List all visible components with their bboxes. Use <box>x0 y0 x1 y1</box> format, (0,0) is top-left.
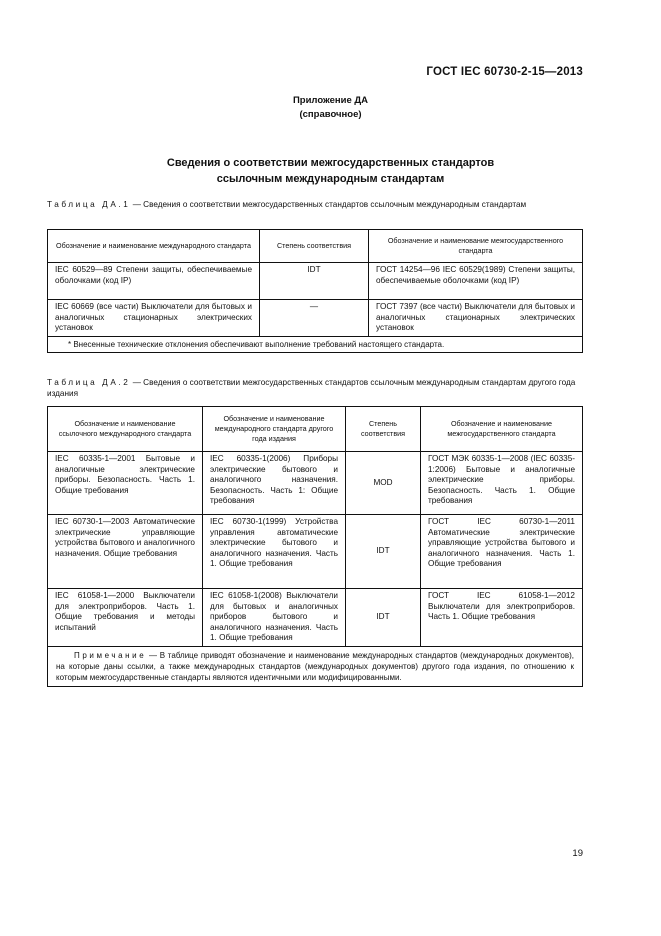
table-cell: MOD <box>346 452 421 515</box>
table-cell: ГОСТ IEC 61058-1—2012 Выключатели для электроприборов. Часть 1. Общие требования <box>421 589 583 647</box>
table1-header-cell: Степень соответствия <box>260 230 369 263</box>
table-cell: IEC 60730-1(1999) Устройства управления автоматические электрические бытового и аналогичного назначения. Часть 1. Общие требования <box>203 515 346 589</box>
table1 <box>47 229 583 353</box>
main-title-line2: ссылочным международным стандартам <box>216 173 445 185</box>
table2-caption-text: — Сведения о соответствии межгосударственных стандартов ссылочным международным стандартам другого года издания <box>47 378 576 398</box>
table2-note-text: — В таблице приводят обозначение и наименование международных стандартов (международных документов), на которые даны ссылки, а также международных стандартов (международных документов) другого года издания, по отношению к которым межгосударственные стандарты являются идентичными или модифицированными. <box>56 650 574 682</box>
table-cell: IEC 60335-1(2006) Приборы электрические бытового и аналогичного назначения. Безопасность. Часть 1: Общие требования <box>203 452 346 515</box>
table-cell: IEC 61058-1(2008) Выключатели для бытовых и аналогичных приборов бытового и аналогичного назначения. Часть 1. Общие требования <box>203 589 346 647</box>
table-cell: IEC 61058-1—2000 Выключатели для электроприборов. Часть 1. Общие требования и методы испытаний <box>48 589 203 647</box>
table-cell: ГОСТ 14254—96 IEC 60529(1989) Степени защиты, обеспечиваемые оболочками (код IP) <box>369 263 583 300</box>
table2-header-cell: Обозначение и наименование международного стандарта другого года издания <box>203 407 346 452</box>
table-cell: IDT <box>346 515 421 589</box>
table-row <box>48 515 583 589</box>
table-cell: IEC 60335-1—2001 Бытовые и аналогичные электрические приборы. Безопасность. Часть 1. Общие требования <box>48 452 203 515</box>
table-row <box>48 589 583 647</box>
table2-header-cell: Обозначение и наименование межгосударственного стандарта <box>421 407 583 452</box>
table-cell: IDT <box>346 589 421 647</box>
table-cell: ГОСТ 7397 (все части) Выключатели для бытовых и аналогичных стационарных электрических установок <box>369 300 583 337</box>
table-row <box>48 337 583 353</box>
table2-header-row <box>48 407 583 452</box>
appendix-subtitle: (справочное) <box>299 109 362 120</box>
table2-header-cell: Степень соответствия <box>346 407 421 452</box>
page-number: 19 <box>572 848 583 859</box>
table1-header-row <box>48 230 583 263</box>
table-cell: ГОСТ МЭК 60335-1—2008 (IEC 60335-1:2006) Бытовые и аналогичные электрические приборы. Безопасность. Часть 1. Общие требования <box>421 452 583 515</box>
document-header: ГОСТ IEC 60730-2-15—2013 <box>426 66 583 78</box>
table-row <box>48 300 583 337</box>
table1-label: Таблица ДА.1 <box>47 200 131 209</box>
table1-caption <box>47 199 587 210</box>
table-cell: IEC 60730-1—2003 Автоматические электрические управляющие устройства бытового и аналогичного назначения. Общие требования <box>48 515 203 589</box>
appendix-title: Приложение ДА <box>292 95 369 106</box>
table-cell: — <box>260 300 369 337</box>
table2-caption <box>47 377 587 399</box>
table-cell: IEC 60669 (все части) Выключатели для бытовых и аналогичных стационарных электрических установок <box>48 300 260 337</box>
table-row <box>48 646 583 686</box>
table2 <box>47 406 583 687</box>
table1-caption-text: — Сведения о соответствии межгосударственных стандартов ссылочным международным стандартам <box>130 200 527 209</box>
table2-header-cell: Обозначение и наименование ссылочного международного стандарта <box>48 407 203 452</box>
table1-header-cell: Обозначение и наименование международного стандарта <box>48 230 260 263</box>
table-row <box>48 263 583 300</box>
table1-footnote: * Внесенные технические отклонения обеспечивают выполнение требований настоящего стандарта. <box>48 337 583 353</box>
table-row <box>48 452 583 515</box>
table2-label: Таблица ДА.2 <box>47 378 131 387</box>
table-cell: IEC 60529—89 Степени защиты, обеспечиваемые оболочками (код IP) <box>48 263 260 300</box>
main-title-line1: Сведения о соответствии межгосударственных стандартов <box>166 157 495 169</box>
table1-header-cell: Обозначение и наименование межгосударственного стандарта <box>369 230 583 263</box>
table-cell: IDT <box>260 263 369 300</box>
table2-note <box>48 646 583 686</box>
table-cell: ГОСТ IEC 60730-1—2011 Автоматические электрические управляющие устройства бытового и аналогичного назначения. Часть 1. Общие требования <box>421 515 583 589</box>
table2-note-label: Примечание <box>74 650 147 660</box>
